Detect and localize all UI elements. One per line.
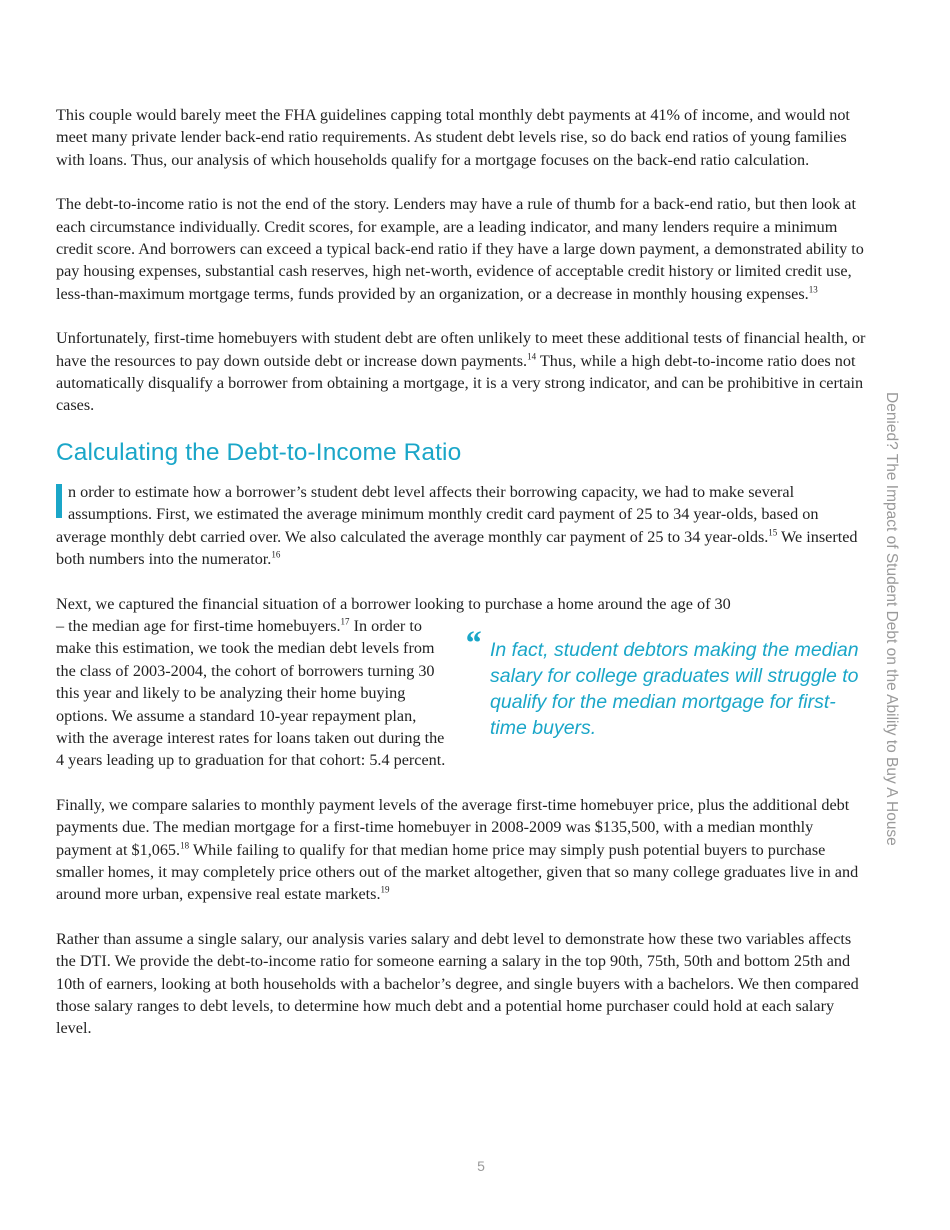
paragraph-unfortunately: Unfortunately, first-time homebuyers with student debt are often unlikely to meet these additional tests of financial health, or have the resources to pay down outside debt or increase down payments.$^{14}$ Thus, while a high debt-to-income ratio does not automatically disqualify a borrower from obtaining a mortgage, it is a very strong indicator, and can be prohibitive in certain cases.	[56, 329, 866, 415]
footnote-18[interactable]: 18	[180, 840, 190, 851]
footnote-13[interactable]: 13	[808, 284, 818, 295]
running-title-text: Denied? The Impact of Student Debt on the Ability to Buy A House	[883, 392, 900, 846]
pull-quote	[464, 624, 860, 772]
footnote-17[interactable]: 17	[340, 616, 350, 627]
drop-cap-bar	[56, 484, 62, 518]
paragraph-fha-guidelines: This couple would barely meet the FHA guidelines capping total monthly debt payments at 41% of income, and would not meet many private lender back-end ratio requirements. As student debt levels rise, so do back end ratios of young families with loans. Thus, our analysis of which households qualify for a mortgage focuses on the back-end ratio calculation.	[56, 106, 850, 169]
paragraph-next-continued: – the median age for first-time homebuyers.$^{17}$ In order to make this estimation, we took the median debt levels from the class of 2003-2004, the cohort of borrowers turning 30 this year and likely to be analyzing their home buying options. We assume a standard 10-year repayment plan, with the average interest rates for loans taken out during the 4 years leading up to graduation for that cohort: 5.4 percent.	[56, 616, 446, 770]
paragraph-rather-than: Rather than assume a single salary, our analysis varies salary and debt level to demonstrate how these two variables affects the DTI. We provide the debt-to-income ratio for someone earning a salary in the top 90th, 75th, 50th and bottom 25th and 10th of earners, looking at both households with a bachelor’s degree, and single buyers with a bachelors. We then compared those salary ranges to debt levels, to determine how much debt and a potential home purchaser could hold at each salary level.	[56, 929, 859, 1038]
left-column	[56, 615, 448, 772]
article-body	[56, 104, 868, 1062]
paragraph-dti-not-end: The debt-to-income ratio is not the end of the story. Lenders may have a rule of thumb for a back-end ratio, but then look at each circumstance individually. Credit scores, for example, are a leading indicator, and many lenders require a minimum credit score. And borrowers can exceed a typical back-end ratio if they have a large down payment, a demonstrated ability to pay housing expenses, substantial cash reserves, high net-worth, evidence of acceptable credit history or limited credit use, less-than-maximum mortgage terms, funds provided by an organization, or a decrease in monthly housing expenses.$^{13}$	[56, 195, 864, 303]
footnote-16[interactable]: 16	[271, 549, 281, 560]
section-heading: Calculating the Debt-to-Income Ratio	[56, 438, 462, 466]
pull-quote-text: In fact, student debtors making the median salary for college graduates will struggle to qualify for the median mortgage for first-time buyers.	[490, 638, 859, 739]
two-column-block	[56, 615, 868, 772]
page-number: 5	[477, 1158, 485, 1174]
running-title-vertical	[880, 392, 900, 846]
quote-mark-icon: “	[464, 624, 481, 662]
footnote-19[interactable]: 19	[380, 884, 390, 895]
footnote-15[interactable]: 15	[768, 527, 778, 538]
paragraph-next-line1: Next, we captured the financial situation of a borrower looking to purchase a home around the age of 30	[56, 594, 731, 613]
paragraph-estimate: n order to estimate how a borrower’s student debt level affects their borrowing capacity, we had to make several assumptions. First, we estimated the average minimum monthly credit card payment of 25 to 34 year-olds, based on average monthly debt carried over. We also calculated the average monthly car payment of 25 to 34 year-olds.$^{15}$ We inserted both numbers into the numerator.$^{16}$	[56, 482, 858, 569]
paragraph-finally: Finally, we compare salaries to monthly payment levels of the average first-time homebuyer price, plus the additional debt payments due. The median mortgage for a first-time homebuyer in 2008-2009 was $135,500, with a median monthly payment at $1,065.18 While failing to qualify for that median home price may simply push potential buyers to purchase smaller homes, it may completely price others out of the market altogether, given that so many college graduates live in and around more urban, expensive real estate markets.$^{19}$	[56, 795, 859, 904]
footnote-14[interactable]: 14	[527, 351, 537, 362]
